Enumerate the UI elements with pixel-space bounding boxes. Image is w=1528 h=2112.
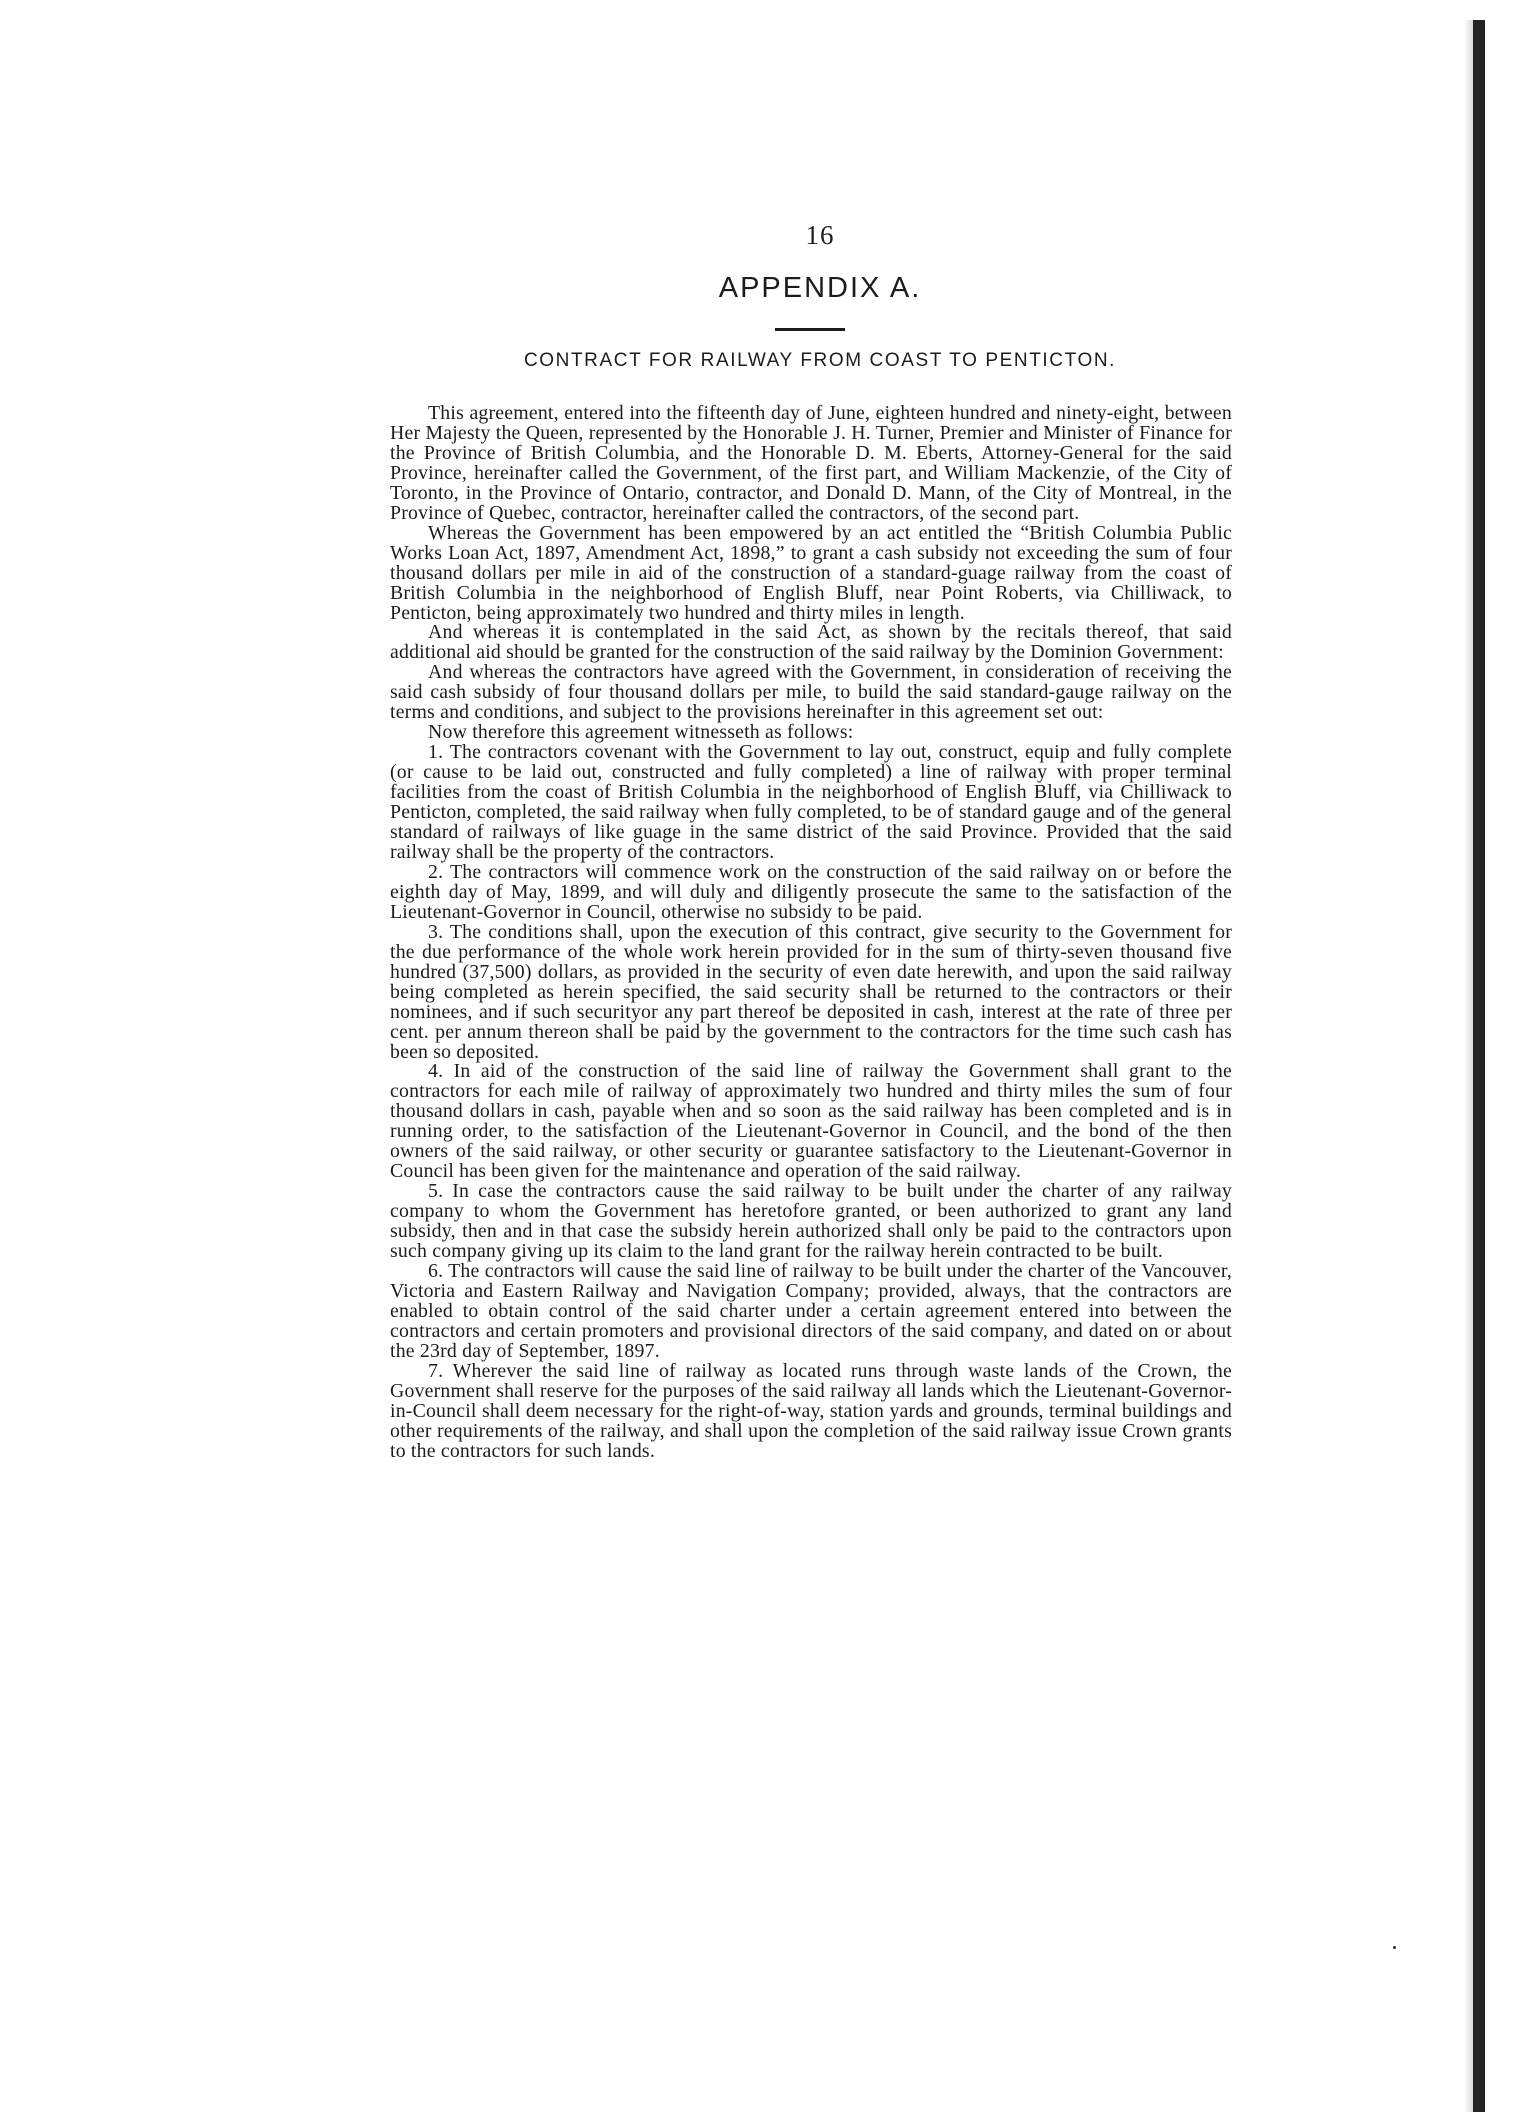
heading-divider [775,328,845,331]
page-number: 16 [805,220,835,250]
paragraph-whereas-dominion-aid: And whereas it is contemplated in the said Act, as shown by the recitals thereof, that said additional aid should be granted for the construction of the said railway by the Dominion Government: [390,621,1232,664]
clause-5: 5. In case the contractors cause the said railway to be built under the charter of any railway company to whom the Government has heretofore granted, or been authorized to grant any land subsidy, then and in that case the subsidy herein authorized shall only be paid to the contractors upon such company giving up its claim to the land grant for the railway herein contracted to be built. [390,1180,1232,1263]
contract-title: CONTRACT FOR RAILWAY FROM COAST TO PENTICTON. [523,350,1117,371]
paragraph-witnesseth: Now therefore this agreement witnesseth as follows: [428,721,854,744]
paragraph-whereas-agreement: And whereas the contractors have agreed with the Government, in consideration of receiving the said cash subsidy of four thousand dollars per mile, to build the said standard-gauge railway on the terms and conditions, and subject to the provisions hereinafter in this agreement set out: [390,661,1232,724]
paragraph-preamble: This agreement, entered into the fifteenth day of June, eighteen hundred and ninety-eight, between Her Majesty the Queen, represented by the Honorable J. H. Turner, Premier and Minister of Finance for the Province of British Columbia, and the Honorable D. M. Eberts, Attorney-General for the said Province, hereinafter called the Government, of the first part, and William Mackenzie, of the City of Toronto, in the Province of Ontario, contractor, and Donald D. Mann, of the City of Montreal, in the Province of Quebec, contractor, hereinafter called the contractors, of the second part. [390,402,1232,524]
page-edge-shadow [1464,20,1473,2112]
clause-1: 1. The contractors covenant with the Government to lay out, construct, equip and fully complete (or cause to be laid out, constructed and fully completed) a line of railway with proper terminal facilities from the coast of British Columbia in the neighborhood of English Bluff, via Chilliwack to Penticton, completed, the said railway when fully completed, to be of standard gauge and of the general standard of railways of like guage in the same district of the said Province. Provided that the said railway shall be the property of the contractors. [390,741,1232,863]
clause-7: 7. Wherever the said line of railway as located runs through waste lands of the Crown, the Government shall reserve for the purposes of the said railway all lands which the Lieutenant-Governor-in-Council shall deem necessary for the right-of-way, station yards and grounds, terminal buildings and other requirements of the railway, and shall upon the completion of the said railway issue Crown grants to the contractors for such lands. [390,1359,1232,1462]
paragraph-whereas-act: Whereas the Government has been empowered by an act entitled the “British Columbia Public Works Loan Act, 1897, Amendment Act, 1898,” to grant a cash subsidy not exceeding the sum of four thousand dollars per mile in aid of the construction of a standard-guage railway from the coast of British Columbia in the neighborhood of English Bluff, near Point Roberts, via Chilliwack, to Penticton, being approximately two hundred and thirty miles in length. [390,521,1232,624]
clause-4: 4. In aid of the construction of the said line of railway the Government shall grant to the contractors for each mile of railway of approximately two hundred and thirty miles the sum of four thousand dollars in cash, payable when and so soon as the said railway has been completed and is in running order, to the satisfaction of the Lieutenant-Governor in Council, and the bond of the then owners of the said railway, or other security or guarantee satisfactory to the Lieutenant-Governor in Council has been given for the maintenance and operation of the said railway. [390,1060,1232,1183]
contract-body [390,404,1232,1462]
clause-6: 6. The contractors will cause the said line of railway to be built under the charter of the Vancouver, Victoria and Eastern Railway and Navigation Company; provided, always, that the contractors are enabled to obtain control of the said charter under a certain agreement entered into between the contractors and certain promoters and provisional directors of the said company, and dated on or about the 23rd day of September, 1897. [390,1259,1232,1362]
stray-dot-mark [1393,1946,1396,1949]
clause-2: 2. The contractors will commence work on the construction of the said railway on or before the eighth day of May, 1899, and will duly and diligently prosecute the same to the satisfaction of the Lieutenant-Governor in Council, otherwise no subsidy to be paid. [390,860,1232,923]
clause-3: 3. The conditions shall, upon the execution of this contract, give security to the Government for the due performance of the whole work herein provided for in the sum of thirty-seven thousand five hundred (37,500) dollars, as provided in the security of even date herewith, and upon the said railway being completed as herein specified, the said security shall be returned to the contractors or their nominees, and if such securityor any part thereof be deposited in cash, interest at the rate of three per cent. per annum thereon shall be paid by the government to the contractors for the time such cash has been so deposited. [390,920,1232,1063]
appendix-heading: APPENDIX A. [718,272,922,304]
scan-edge-border [1473,20,1485,2112]
